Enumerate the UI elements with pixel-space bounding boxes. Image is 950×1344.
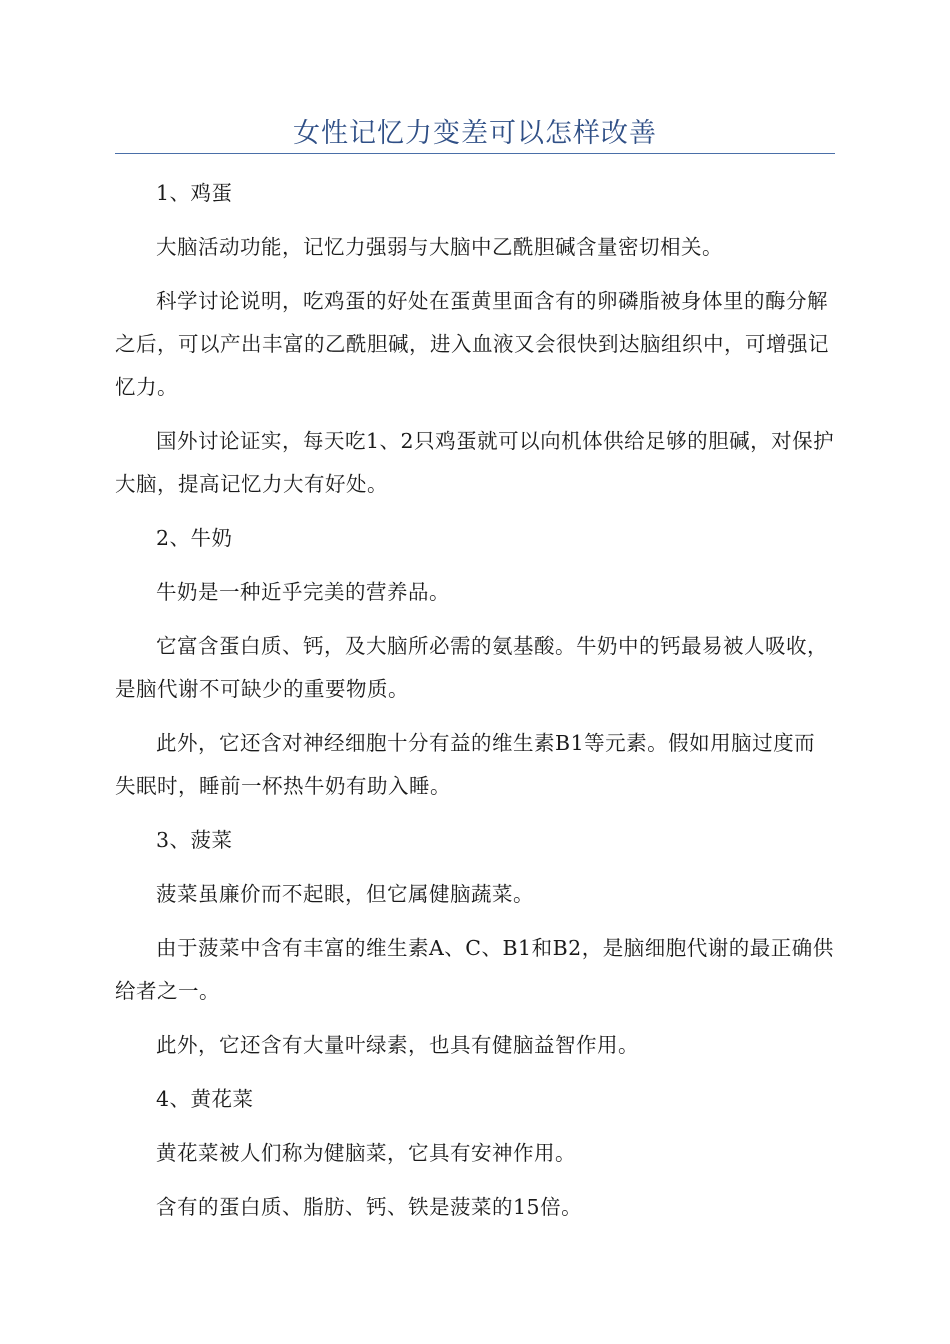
section-heading-egg: 1、鸡蛋 bbox=[156, 181, 233, 205]
document-body bbox=[115, 172, 835, 1240]
section-heading-daylily: 4、黄花菜 bbox=[156, 1087, 254, 1111]
paragraph: 此外，它还含有大量叶绿素，也具有健脑益智作用。 bbox=[156, 1033, 639, 1057]
paragraph: 菠菜虽廉价而不起眼，但它属健脑蔬菜。 bbox=[156, 882, 534, 906]
paragraph: 黄花菜被人们称为健脑菜，它具有安神作用。 bbox=[156, 1141, 576, 1165]
paragraph: 含有的蛋白质、脂肪、钙、铁是菠菜的15倍。 bbox=[156, 1195, 583, 1219]
section-heading-spinach: 3、菠菜 bbox=[156, 828, 233, 852]
paragraph: 牛奶是一种近乎完美的营养品。 bbox=[156, 580, 450, 604]
title-underline bbox=[115, 153, 835, 154]
document-title: 女性记忆力变差可以怎样改善 bbox=[293, 118, 657, 149]
paragraph: 大脑活动功能，记忆力强弱与大脑中乙酰胆碱含量密切相关。 bbox=[156, 235, 723, 259]
paragraph: 此外，它还含对神经细胞十分有益的维生素B1等元素。假如用脑过度而失眠时，睡前一杯热牛奶有助入睡。 bbox=[115, 731, 816, 798]
paragraph: 国外讨论证实，每天吃1、2只鸡蛋就可以向机体供给足够的胆碱，对保护大脑，提高记忆力大有好处。 bbox=[115, 429, 835, 496]
paragraph: 它富含蛋白质、钙，及大脑所必需的氨基酸。牛奶中的钙最易被人吸收，是脑代谢不可缺少的重要物质。 bbox=[115, 634, 828, 701]
paragraph: 由于菠菜中含有丰富的维生素A、C、B1和B2，是脑细胞代谢的最正确供给者之一。 bbox=[115, 936, 834, 1003]
paragraph: 科学讨论说明，吃鸡蛋的好处在蛋黄里面含有的卵磷脂被身体里的酶分解之后，可以产出丰富的乙酰胆碱，进入血液又会很快到达脑组织中，可增强记忆力。 bbox=[115, 289, 829, 399]
section-heading-milk: 2、牛奶 bbox=[156, 526, 233, 550]
